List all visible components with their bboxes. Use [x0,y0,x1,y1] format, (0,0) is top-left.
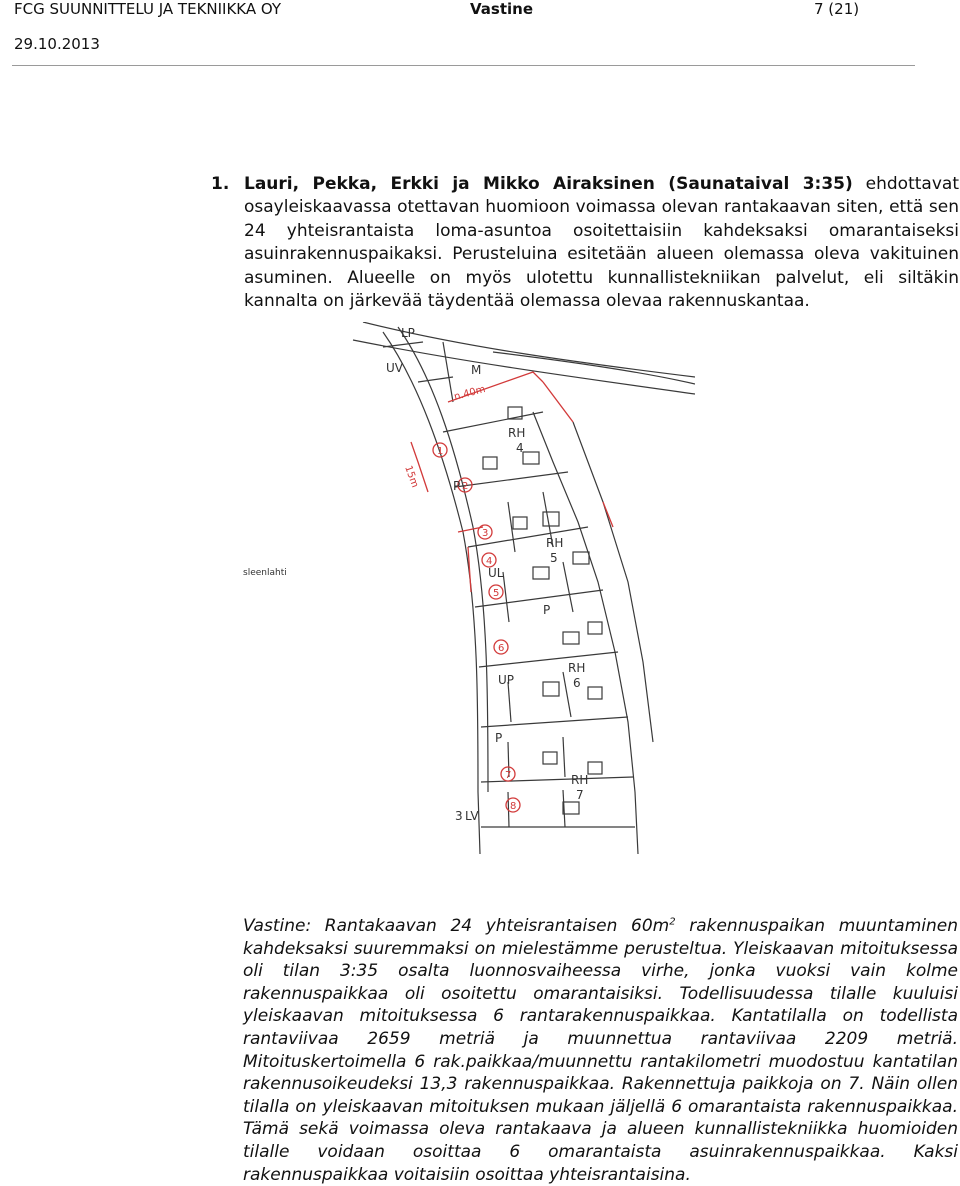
page-header [0,0,960,70]
map-lot-4: 4 [486,556,493,567]
map-label-lv: LV [465,809,479,823]
map-label-rh5: RH [546,536,564,550]
reply-sup: 2 [669,916,676,928]
map-lot-8: 8 [510,801,517,812]
map-label-rh4-num: 4 [516,441,524,455]
map-lot-7: 7 [505,770,512,781]
map-label-rh7-num: 7 [576,788,584,802]
map-lot-5: 5 [493,588,500,599]
reply-body: rakennuspaikan muuntaminen kahdeksaksi suuremmaksi on mielestämme perusteltua. Yleiskaavan mitoituksessa oli tilan 3:35 osalta luonnosvaiheessa virhe, jonka vuoksi vain kolme rakennuspaikkaa oli osoitettu omarantaisiksi. Todellisuudessa tilalle kuuluisi yleiskaavan mitoituksessa 6 rantarakennuspaikkaa. Kantatilalla on todellista rantaviivaa 2659 metriä ja muunnettua rantaviivaa 2209 metriä. Mitoituskertoimella 6 rak.paikkaa/muunnettu rantakilometri muodostuu kantatilan rakennusoikeudeksi 13,3 rakennuspaikkaa. Rakennettuja paikkoja on 7. Näin ollen tilalla on yleiskaavan mitoituksen mukaan jäljellä 6 omarantaista rakennuspaikkaa. Tämä sekä voimassa oleva rantakaava ja alueen kunnallistekniikka huomioiden tilalle voidaan osoittaa 6 omarantaista asuinrakennuspaikkaa. Kaksi rakennuspaikkaa voitaisiin osoittaa yhteisrantaisina. [243,916,958,1185]
map-side-measure: 15m [402,464,421,490]
map-lot-1: 1 [437,446,444,457]
map-label-up: UP [498,673,515,687]
map-label-lp: LP [401,326,415,340]
map-measure-label: n.40m [452,383,487,403]
document-date: 29.10.2013 [14,35,100,53]
map-label-ul: UL [488,566,504,580]
item-number: 1. [211,174,230,194]
map-label-rh7: RH [571,773,589,787]
page-number: 7 (21) [814,0,860,18]
header-divider [12,65,915,66]
map-label-p1: P [453,479,461,493]
map-label-rh5-num: 5 [550,551,558,565]
map-lot-2: 2 [462,481,469,492]
item-body: ehdottavat osayleiskaavassa otettavan huomioon voimassa olevan rantakaavan siten, että sen 24 yhteisrantaista loma-asuntoa osoitettaisiin kahdeksaksi omarantaiseksi asuinrakennuspaikaksi. Perusteluina esitetään alueen olemassa oleva vakituinen asuminen. Alueelle on myös ulotettu kunnallistekniikan palvelut, eli siltäkin kannalta on järkevää täydentää olemassa olevaa rakennuskantaa. [244,174,959,312]
map-lot-3: 3 [482,528,489,539]
company-name: FCG SUUNNITTELU JA TEKNIIKKA OY [14,0,282,18]
zoning-map [243,322,695,854]
document-title: Vastine [470,0,534,18]
map-label-left3: 3 [455,809,463,823]
map-label-p3: P [495,731,503,745]
map-side-text: sleenlahti [243,568,287,578]
reply-lead: Vastine: Rantakaavan 24 yhteisrantaisen 60m [243,916,670,936]
reply-text [243,915,958,1186]
map-label-m: M [471,363,482,377]
item-bold-lead: Lauri, Pekka, Erkki ja Mikko Airaksinen (Saunataival 3:35) [244,174,853,194]
map-label-p2: P [543,603,551,617]
map-label-uv: UV [386,361,403,375]
map-label-rh6-num: 6 [573,676,581,690]
map-lot-6: 6 [498,643,505,654]
map-label-rh6: RH [568,661,586,675]
item-text [244,173,959,313]
map-label-rh4: RH [508,426,526,440]
